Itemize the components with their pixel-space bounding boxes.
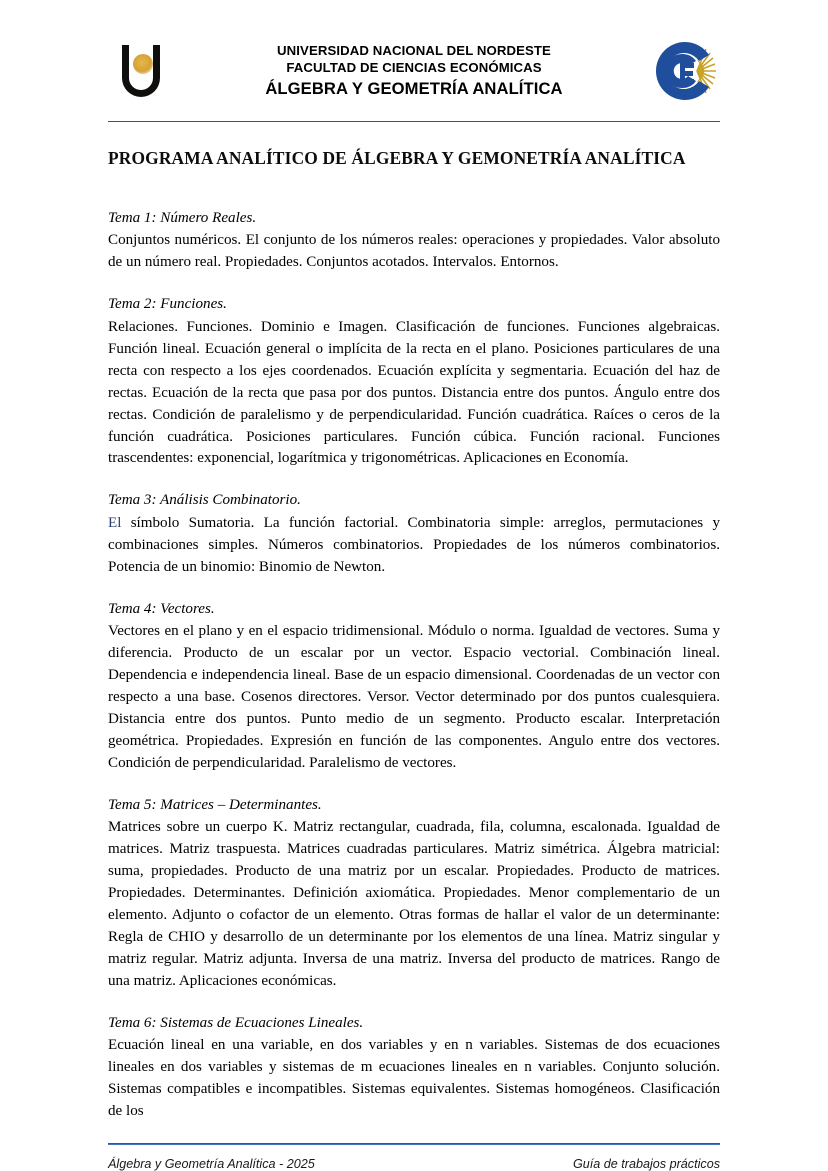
tema-body <box>108 513 720 579</box>
tema-heading: Tema 1: Número Reales. <box>108 210 257 226</box>
tema-body: Ecuación lineal en una variable, en dos variables y en n variables. Sistemas de dos ecuaciones lineales en dos variables y sistemas de m ecuaciones lineales en n variables. Conjunto solución. Sistemas compatibles e incompatibles. Sistemas equivalentes. Sistemas homogéneos. Clasificación de los <box>108 1037 720 1120</box>
page-title: PROGRAMA ANALÍTICO DE ÁLGEBRA Y GEMONETRÍA ANALÍTICA <box>108 148 686 168</box>
tema-section <box>108 490 720 578</box>
header-divider <box>108 121 720 122</box>
tema-body: Relaciones. Funciones. Dominio e Imagen. Clasificación de funciones. Funciones algebraicas. Función lineal. Ecuación general o implícita de la recta en el plano. Posiciones particulares de una recta con respecto a los ejes coordenados. Ecuación explícita y segmentaria. Ecuación del haz de rectas. Ecuación de la recta que pasa por dos puntos. Distancia entre dos puntos. Ángulo entre dos rectas. Condición de paralelismo y de perpendicularidad. Función cuadrática. Raíces o ceros de la función cuadrática. Posiciones particulares. Función cúbica. Función racional. Funciones trascendentes: exponencial, logarítmica y trigonométricas. Aplicaciones en Economía. <box>108 318 720 467</box>
tema-body-rest: símbolo Sumatoria. La función factorial. Combinatoria simple: arreglos, permutaciones y combinaciones simples. Números combinatorios. Propiedades de los números combinatorios. Potencia de un binomio: Binomio de Newton. <box>108 514 720 575</box>
fce-logo-icon <box>652 38 718 104</box>
faculty-name: FACULTAD DE CIENCIAS ECONÓMICAS <box>286 59 542 75</box>
header-institution-text <box>176 43 652 99</box>
tema-section <box>108 599 720 775</box>
tema-section <box>108 208 720 274</box>
tema-heading: Tema 3: Análisis Combinatorio. <box>108 492 301 509</box>
page-header <box>108 0 720 104</box>
tema-body: Conjuntos numéricos. El conjunto de los números reales: operaciones y propiedades. Valor absoluto de un número real. Propiedades. Conjuntos acotados. Intervalos. Entornos. <box>108 232 720 271</box>
tema-heading: Tema 5: Matrices – Determinantes. <box>108 796 322 813</box>
page-footer <box>108 1143 720 1171</box>
footer-divider <box>108 1143 720 1145</box>
tema-heading: Tema 6: Sistemas de Ecuaciones Lineales. <box>108 1014 364 1031</box>
tema-heading: Tema 4: Vectores. <box>108 600 215 617</box>
tema-section <box>108 1013 720 1123</box>
program-content <box>108 208 720 1143</box>
footer-right-text: Guía de trabajos prácticos <box>572 1157 720 1171</box>
tema-section <box>108 795 720 993</box>
tema-body: Vectores en el plano y en el espacio tridimensional. Módulo o norma. Igualdad de vectores. Suma y diferencia. Producto de un escalar por un vector. Espacio vectorial. Combinación lineal. Dependencia e independencia lineal. Base de un espacio dimensional. Coordenadas de un vector con respecto a una base. Cosenos directores. Versor. Vector determinado por dos puntos cualesquiera. Distancia entre dos puntos. Punto medio de un segmento. Producto escalar. Interpretación geométrica. Propiedades. Expresión en función de las componentes. Angulo entre dos vectores. Condición de perpendicularidad. Paralelismo de vectores. <box>108 623 720 771</box>
university-name: UNIVERSIDAD NACIONAL DEL NORDESTE <box>277 42 551 58</box>
footer-left-text: Álgebra y Geometría Analítica - 2025 <box>108 1157 315 1171</box>
footer-row <box>108 1157 720 1171</box>
tema-body-lead: El <box>108 514 122 531</box>
tema-heading: Tema 2: Funciones. <box>108 296 227 313</box>
tema-body: Matrices sobre un cuerpo K. Matriz rectangular, cuadrada, fila, columna, escalonada. Igualdad de matrices. Matriz traspuesta. Matrices cuadradas particulares. Matriz simétrica. Álgebra matricial: suma, propiedades. Producto de una matriz por un escalar. Propiedades. Producto de matrices. Propiedades. Determinantes. Definición axiomática. Propiedades. Menor complementario de un elemento. Adjunto o cofactor de un elemento. Otras formas de hallar el valor de un determinante: Regla de CHIO y desarrollo de un determinante por los elementos de una línea. Matriz singular y matriz regular. Matriz adjunta. Inversa de una matriz. Inversa del producto de matrices. Rango de una matriz. Aplicaciones económicas. <box>108 819 720 989</box>
unne-sun-shape <box>133 54 153 74</box>
unne-logo-icon <box>114 40 176 102</box>
subject-name: ÁLGEBRA Y GEOMETRÍA ANALÍTICA <box>265 78 563 98</box>
tema-section <box>108 294 720 470</box>
